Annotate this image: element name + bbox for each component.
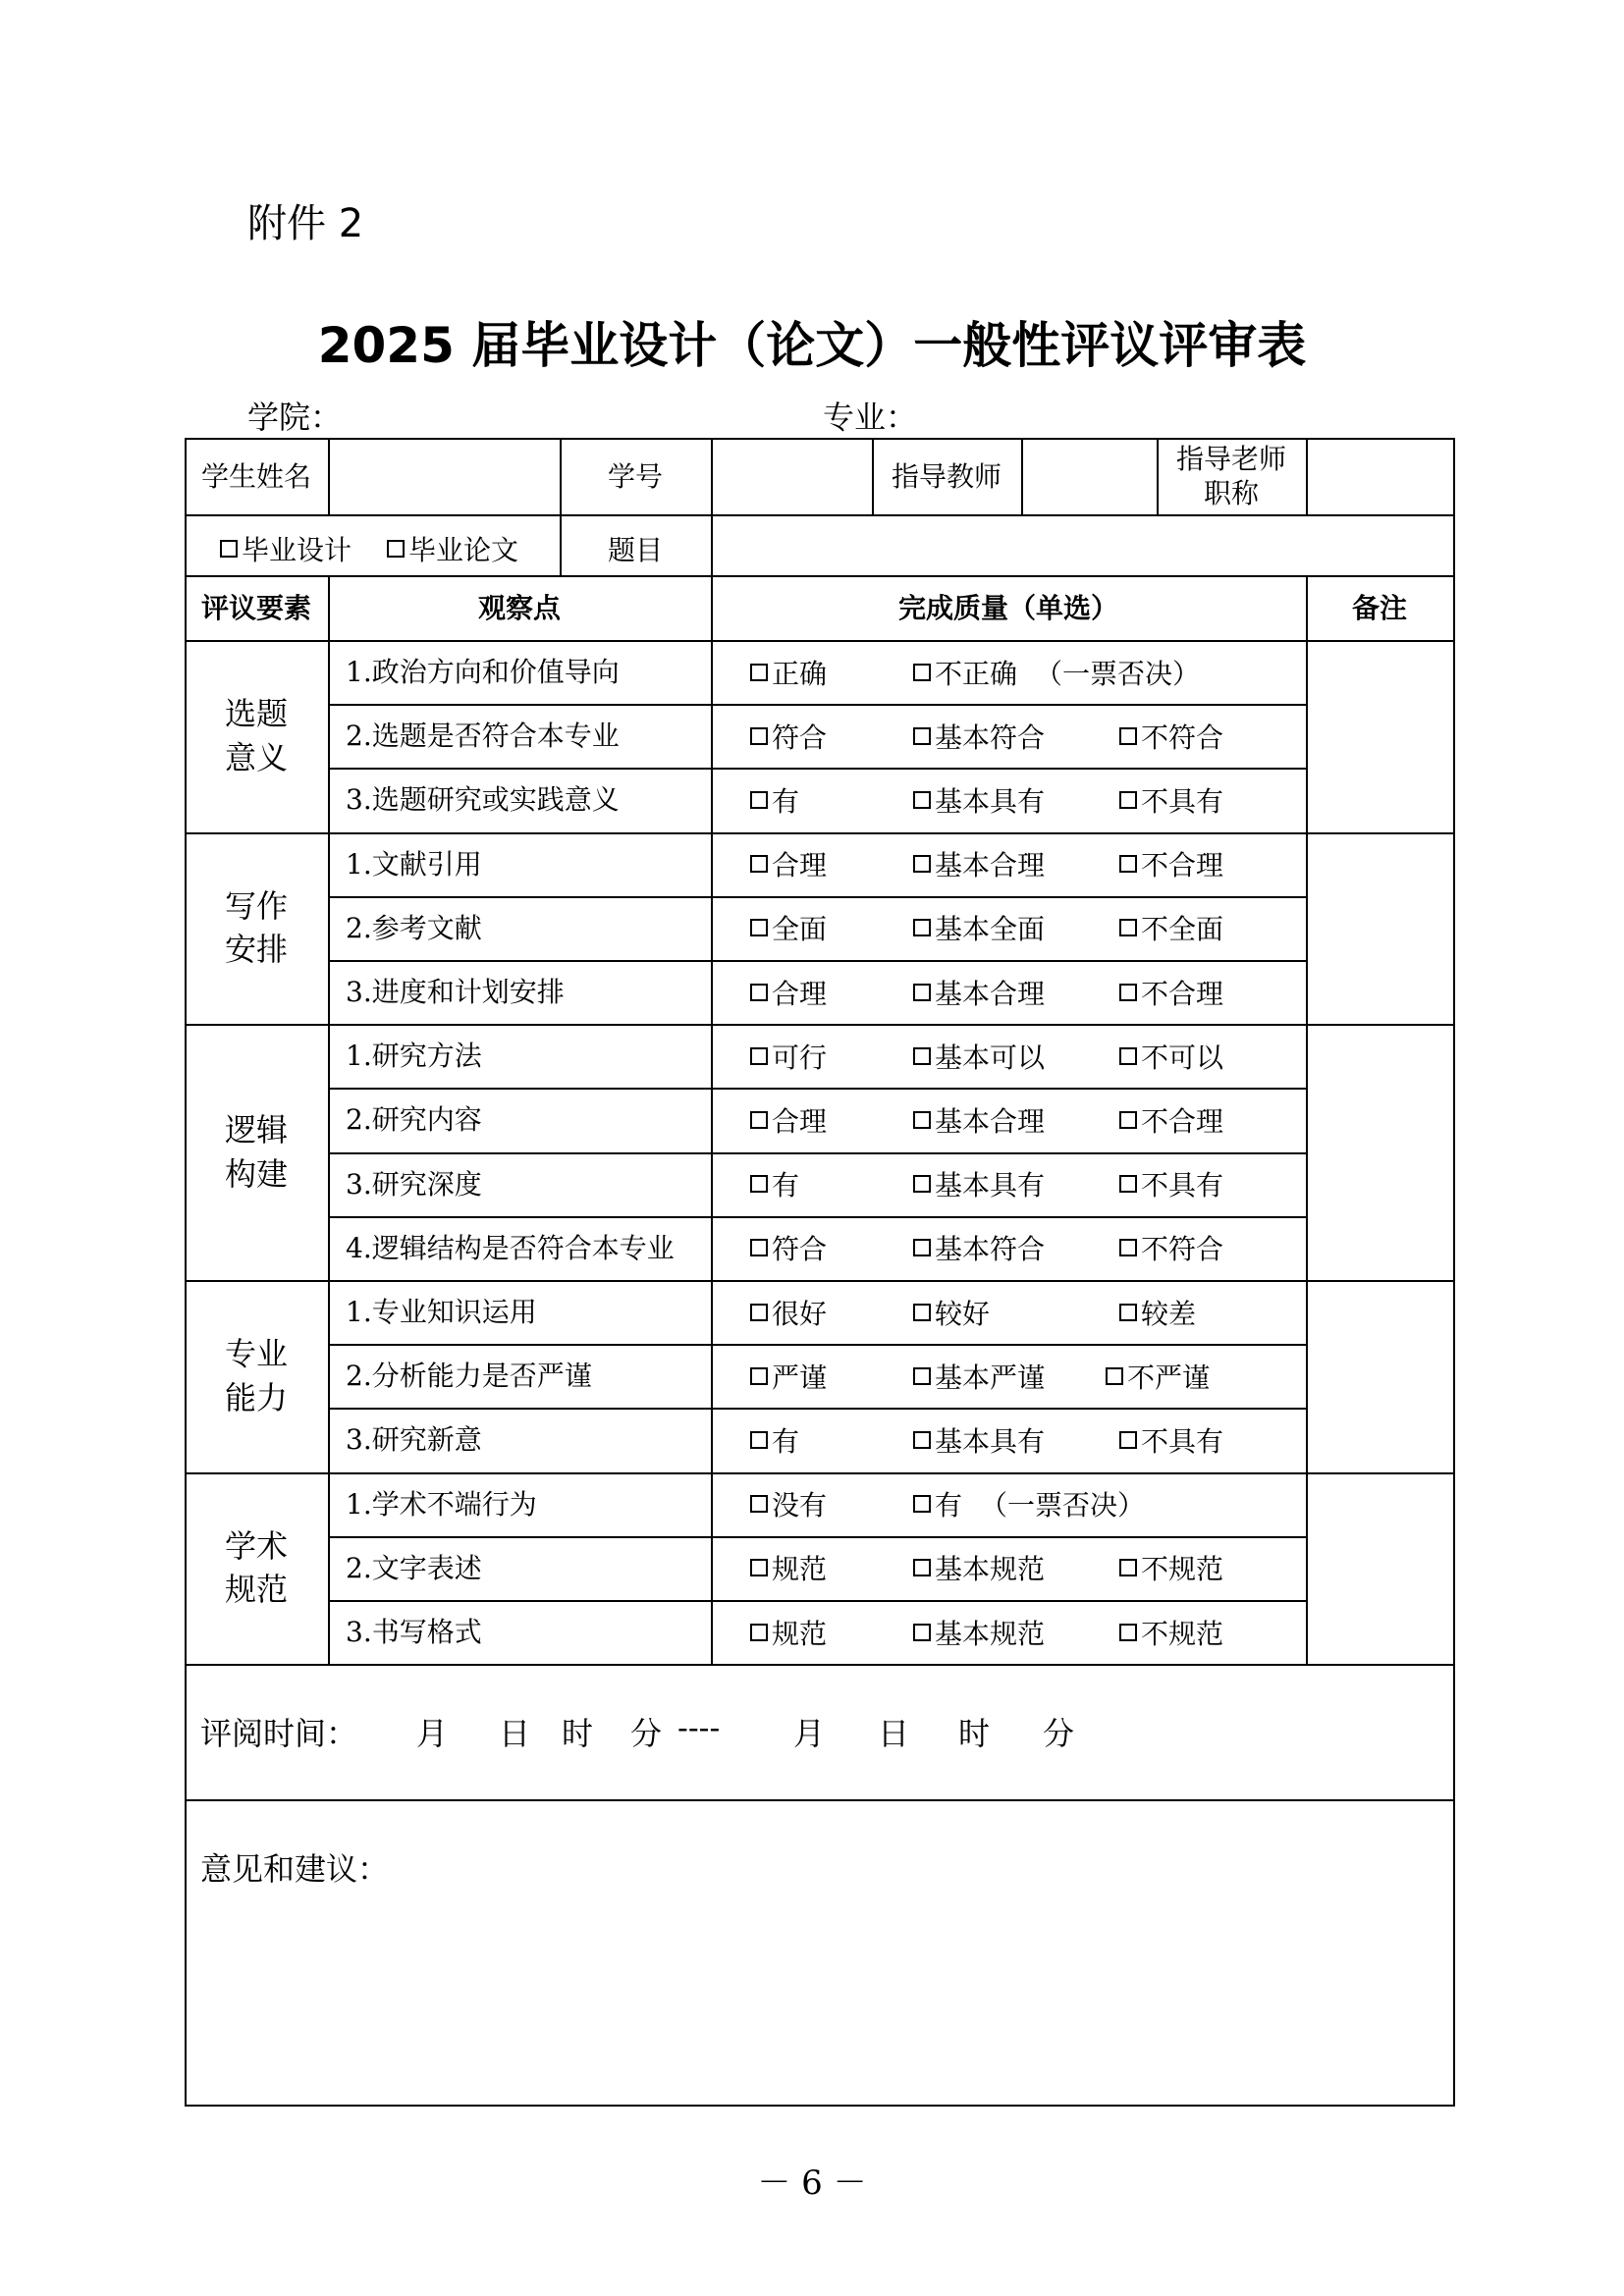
column-header-remarks: 备注	[1351, 591, 1407, 624]
option-label: 不可以	[1141, 1041, 1224, 1074]
quality-option[interactable]	[1119, 1088, 1223, 1151]
advisor-title-label	[1157, 438, 1306, 514]
checkbox[interactable]	[750, 919, 768, 936]
remarks-field[interactable]	[1306, 1024, 1453, 1280]
category-label	[185, 640, 328, 832]
category-label-line: 意义	[224, 738, 288, 776]
option-label: 规范	[772, 1553, 828, 1586]
category-label	[185, 832, 328, 1025]
major-label: 专业：	[823, 399, 918, 436]
checkbox[interactable]	[750, 1559, 768, 1576]
month-unit: 月	[416, 1715, 449, 1753]
remarks-field[interactable]	[1306, 640, 1453, 832]
checkbox[interactable]	[913, 1624, 931, 1641]
observation-item: 3.选题研究或实践意义	[346, 783, 620, 817]
option-label: 不合理	[1141, 1104, 1224, 1138]
quality-option[interactable]	[1119, 1408, 1223, 1471]
quality-option[interactable]	[1119, 1152, 1223, 1216]
observation-item: 1.文献引用	[346, 847, 482, 881]
type-option-design[interactable]	[220, 516, 352, 581]
checkbox[interactable]	[913, 919, 931, 936]
checkbox[interactable]	[750, 1624, 768, 1641]
quality-option[interactable]	[1119, 1600, 1223, 1664]
checkbox[interactable]	[750, 1111, 768, 1129]
quality-option[interactable]	[750, 1600, 827, 1664]
checkbox[interactable]	[750, 1304, 768, 1321]
checkbox[interactable]	[1119, 1431, 1137, 1449]
quality-option[interactable]	[1119, 1280, 1196, 1344]
page-number: － 6 －	[757, 2163, 867, 2203]
checkbox[interactable]	[1119, 1559, 1137, 1576]
checkbox[interactable]	[913, 1559, 931, 1576]
option-label: 有	[772, 1169, 800, 1202]
quality-option[interactable]	[750, 832, 827, 896]
checkbox[interactable]	[1119, 1175, 1137, 1193]
quality-option[interactable]	[913, 1536, 1045, 1600]
category-label-line: 专业	[224, 1335, 288, 1372]
category-label	[185, 1280, 328, 1472]
checkbox[interactable]	[750, 1431, 768, 1449]
category-label-line: 学术	[224, 1526, 288, 1565]
quality-option[interactable]	[750, 704, 827, 768]
review-time-label: 评阅时间：	[200, 1715, 358, 1753]
quality-option[interactable]	[913, 704, 1045, 768]
checkbox[interactable]	[750, 664, 768, 681]
category-label	[185, 1024, 328, 1280]
option-label: 毕业设计	[242, 534, 352, 566]
table-rule	[1453, 438, 1455, 2107]
option-label: 基本合理	[935, 1104, 1046, 1138]
hour-unit: 时	[958, 1715, 991, 1753]
quality-option[interactable]	[913, 640, 1200, 704]
checkbox[interactable]	[750, 727, 768, 745]
checkbox[interactable]	[913, 1175, 931, 1193]
quality-option[interactable]	[913, 1088, 1045, 1151]
checkbox[interactable]	[913, 727, 931, 745]
quality-option[interactable]	[1106, 1344, 1210, 1408]
option-label: 基本规范	[935, 1553, 1046, 1586]
quality-option[interactable]	[1119, 768, 1223, 831]
option-label: 没有	[772, 1489, 828, 1522]
day-unit: 日	[878, 1715, 910, 1753]
option-label: 基本具有	[935, 1424, 1046, 1458]
option-label: 较差	[1141, 1297, 1197, 1330]
option-label: 基本符合	[935, 721, 1046, 754]
remarks-field[interactable]	[1306, 1280, 1453, 1472]
observation-item: 2.研究内容	[346, 1103, 482, 1137]
quality-option[interactable]	[750, 1472, 827, 1536]
checkbox[interactable]	[913, 984, 931, 1001]
checkbox[interactable]	[913, 791, 931, 809]
checkbox[interactable]	[1119, 1304, 1137, 1321]
checkbox[interactable]	[750, 984, 768, 1001]
category-label-line: 构建	[224, 1154, 288, 1193]
checkbox[interactable]	[750, 1495, 768, 1513]
checkbox[interactable]	[1106, 1367, 1123, 1385]
option-label: 有	[772, 784, 800, 818]
page-title: 2025 届毕业设计（论文）一般性评议评审表	[317, 317, 1307, 374]
quality-option[interactable]	[1119, 1216, 1223, 1280]
option-label: 不正确	[935, 657, 1018, 690]
quality-option[interactable]	[750, 896, 827, 960]
checkbox[interactable]	[387, 540, 405, 558]
remarks-field[interactable]	[1306, 1472, 1453, 1665]
category-label-line: 能力	[224, 1378, 288, 1416]
quality-option[interactable]	[913, 1152, 1045, 1216]
checkbox[interactable]	[1119, 727, 1137, 745]
checkbox[interactable]	[1119, 919, 1137, 936]
student-id-field[interactable]	[711, 438, 872, 514]
observation-item: 2.选题是否符合本专业	[346, 720, 620, 753]
quality-option[interactable]	[913, 896, 1045, 960]
quality-option[interactable]	[913, 1472, 1145, 1536]
option-label: 规范	[772, 1617, 828, 1650]
option-label: 有	[935, 1489, 963, 1522]
option-label: 基本具有	[935, 1169, 1046, 1202]
checkbox[interactable]	[913, 1304, 931, 1321]
checkbox[interactable]	[1119, 1239, 1137, 1256]
quality-option[interactable]	[913, 1024, 1045, 1088]
advisor-title-field[interactable]	[1306, 438, 1453, 514]
checkbox[interactable]	[220, 540, 238, 558]
observation-item: 2.分析能力是否严谨	[346, 1360, 592, 1393]
table-rule	[185, 2105, 1455, 2107]
table-rule	[185, 1664, 1455, 1666]
option-label: 基本合理	[935, 977, 1046, 1010]
checkbox[interactable]	[913, 1111, 931, 1129]
attachment-label: 附件 2	[247, 201, 364, 246]
quality-option[interactable]	[913, 1344, 1045, 1408]
quality-option[interactable]	[1119, 960, 1223, 1024]
observation-item: 1.专业知识运用	[346, 1296, 537, 1329]
day-unit: 日	[499, 1715, 531, 1753]
topic-field[interactable]	[711, 516, 1453, 575]
checkbox[interactable]	[1119, 1047, 1137, 1065]
checkbox[interactable]	[750, 1239, 768, 1256]
column-header-observation: 观察点	[477, 591, 561, 624]
table-rule	[711, 575, 713, 1666]
advisor-field[interactable]	[1021, 438, 1157, 514]
observation-item: 3.研究新意	[346, 1423, 482, 1457]
advisor-label: 指导教师	[891, 459, 1001, 493]
quality-option[interactable]	[1119, 832, 1223, 896]
option-label: 不规范	[1141, 1617, 1224, 1650]
option-label: 不具有	[1141, 1169, 1224, 1202]
quality-option[interactable]	[750, 640, 827, 704]
veto-note: （一票否决）	[1035, 657, 1201, 690]
checkbox[interactable]	[1119, 855, 1137, 873]
checkbox[interactable]	[913, 1431, 931, 1449]
checkbox[interactable]	[1119, 1111, 1137, 1129]
quality-option[interactable]	[750, 1088, 827, 1151]
quality-option[interactable]	[913, 1216, 1045, 1280]
checkbox[interactable]	[750, 1175, 768, 1193]
quality-option[interactable]	[750, 1024, 827, 1088]
review-form-table	[185, 438, 1453, 2105]
option-label: 基本合理	[935, 849, 1046, 882]
minute-unit: 分	[630, 1715, 663, 1753]
option-label: 基本符合	[935, 1233, 1046, 1266]
time-separator: ----	[677, 1709, 721, 1747]
quality-option[interactable]	[1119, 1024, 1223, 1088]
observation-item: 1.研究方法	[346, 1040, 482, 1073]
category-label-line: 选题	[224, 695, 288, 732]
quality-option[interactable]	[750, 1280, 827, 1344]
option-label: 基本全面	[935, 913, 1046, 946]
option-label: 符合	[772, 1233, 828, 1266]
option-label: 严谨	[772, 1361, 828, 1394]
student-name-field[interactable]	[328, 438, 560, 514]
observation-item: 2.文字表述	[346, 1551, 482, 1584]
hour-unit: 时	[562, 1715, 594, 1753]
category-label-line: 安排	[224, 931, 288, 969]
observation-item: 3.书写格式	[346, 1616, 482, 1649]
quality-option[interactable]	[913, 1280, 990, 1344]
checkbox[interactable]	[913, 664, 931, 681]
checkbox[interactable]	[1119, 1624, 1137, 1641]
option-label: 合理	[772, 849, 828, 882]
category-label-line: 规范	[224, 1571, 288, 1609]
quality-option[interactable]	[913, 768, 1045, 831]
option-label: 有	[772, 1424, 800, 1458]
column-header-element: 评议要素	[200, 591, 311, 624]
option-label: 不规范	[1141, 1553, 1224, 1586]
comments-field[interactable]	[187, 1897, 1451, 2103]
quality-option[interactable]	[750, 768, 799, 831]
student-name-label: 学生姓名	[200, 459, 311, 493]
quality-option[interactable]	[750, 1536, 827, 1600]
checkbox[interactable]	[750, 1047, 768, 1065]
column-header-quality: 完成质量（单选）	[897, 591, 1118, 624]
option-label: 正确	[772, 657, 828, 690]
checkbox[interactable]	[1119, 984, 1137, 1001]
option-label: 不合理	[1141, 977, 1224, 1010]
quality-option[interactable]	[1119, 704, 1223, 768]
option-label: 基本可以	[935, 1041, 1046, 1074]
observation-item: 1.学术不端行为	[346, 1487, 537, 1521]
observation-item: 2.参考文献	[346, 911, 482, 944]
checkbox[interactable]	[913, 1367, 931, 1385]
observation-item: 3.研究深度	[346, 1167, 482, 1201]
quality-option[interactable]	[913, 960, 1045, 1024]
comments-label: 意见和建议：	[200, 1850, 390, 1889]
option-label: 基本规范	[935, 1617, 1046, 1650]
option-label: 基本具有	[935, 784, 1046, 818]
checkbox[interactable]	[750, 791, 768, 809]
option-label: 合理	[772, 1104, 828, 1138]
quality-option[interactable]	[750, 1152, 799, 1216]
option-label: 不具有	[1141, 784, 1224, 818]
table-rule	[185, 1799, 1455, 1801]
category-label-line: 写作	[224, 886, 288, 925]
topic-label: 题目	[607, 533, 663, 566]
advisor-title-label-line: 指导老师	[1175, 443, 1286, 475]
option-label: 不全面	[1141, 913, 1224, 946]
advisor-title-label-line: 职称	[1203, 477, 1259, 509]
month-unit: 月	[793, 1715, 826, 1753]
checkbox[interactable]	[1119, 791, 1137, 809]
minute-unit: 分	[1043, 1715, 1075, 1753]
category-label-line: 逻辑	[224, 1110, 288, 1148]
type-option-thesis[interactable]	[387, 516, 518, 581]
observation-item: 1.政治方向和价值导向	[346, 656, 620, 689]
option-label: 合理	[772, 977, 828, 1010]
option-label: 不具有	[1141, 1424, 1224, 1458]
student-id-label: 学号	[607, 459, 663, 493]
option-label: 不严谨	[1127, 1361, 1211, 1394]
quality-option[interactable]	[1119, 896, 1223, 960]
quality-option[interactable]	[750, 1216, 827, 1280]
quality-option[interactable]	[750, 1344, 827, 1408]
option-label: 很好	[772, 1297, 828, 1330]
checkbox[interactable]	[913, 1239, 931, 1256]
option-label: 不符合	[1141, 1233, 1224, 1266]
option-label: 符合	[772, 721, 828, 754]
checkbox[interactable]	[913, 1495, 931, 1513]
quality-option[interactable]	[913, 1600, 1045, 1664]
remarks-field[interactable]	[1306, 832, 1453, 1025]
option-label: 基本严谨	[935, 1361, 1046, 1394]
quality-option[interactable]	[750, 960, 827, 1024]
category-label	[185, 1472, 328, 1665]
veto-note: （一票否决）	[980, 1489, 1146, 1522]
option-label: 不符合	[1141, 721, 1224, 754]
checkbox[interactable]	[750, 855, 768, 873]
option-label: 不合理	[1141, 849, 1224, 882]
option-label: 全面	[772, 913, 828, 946]
quality-option[interactable]	[1119, 1536, 1223, 1600]
checkbox[interactable]	[750, 1367, 768, 1385]
quality-option[interactable]	[750, 1408, 799, 1471]
option-label: 较好	[935, 1297, 991, 1330]
observation-item: 3.进度和计划安排	[346, 976, 565, 1009]
observation-item: 4.逻辑结构是否符合本专业	[346, 1231, 675, 1264]
checkbox[interactable]	[913, 1047, 931, 1065]
option-label: 毕业论文	[408, 534, 519, 566]
quality-option[interactable]	[913, 1408, 1045, 1471]
quality-option[interactable]	[913, 832, 1045, 896]
college-label: 学院：	[247, 399, 343, 436]
option-label: 可行	[772, 1041, 828, 1074]
checkbox[interactable]	[913, 855, 931, 873]
